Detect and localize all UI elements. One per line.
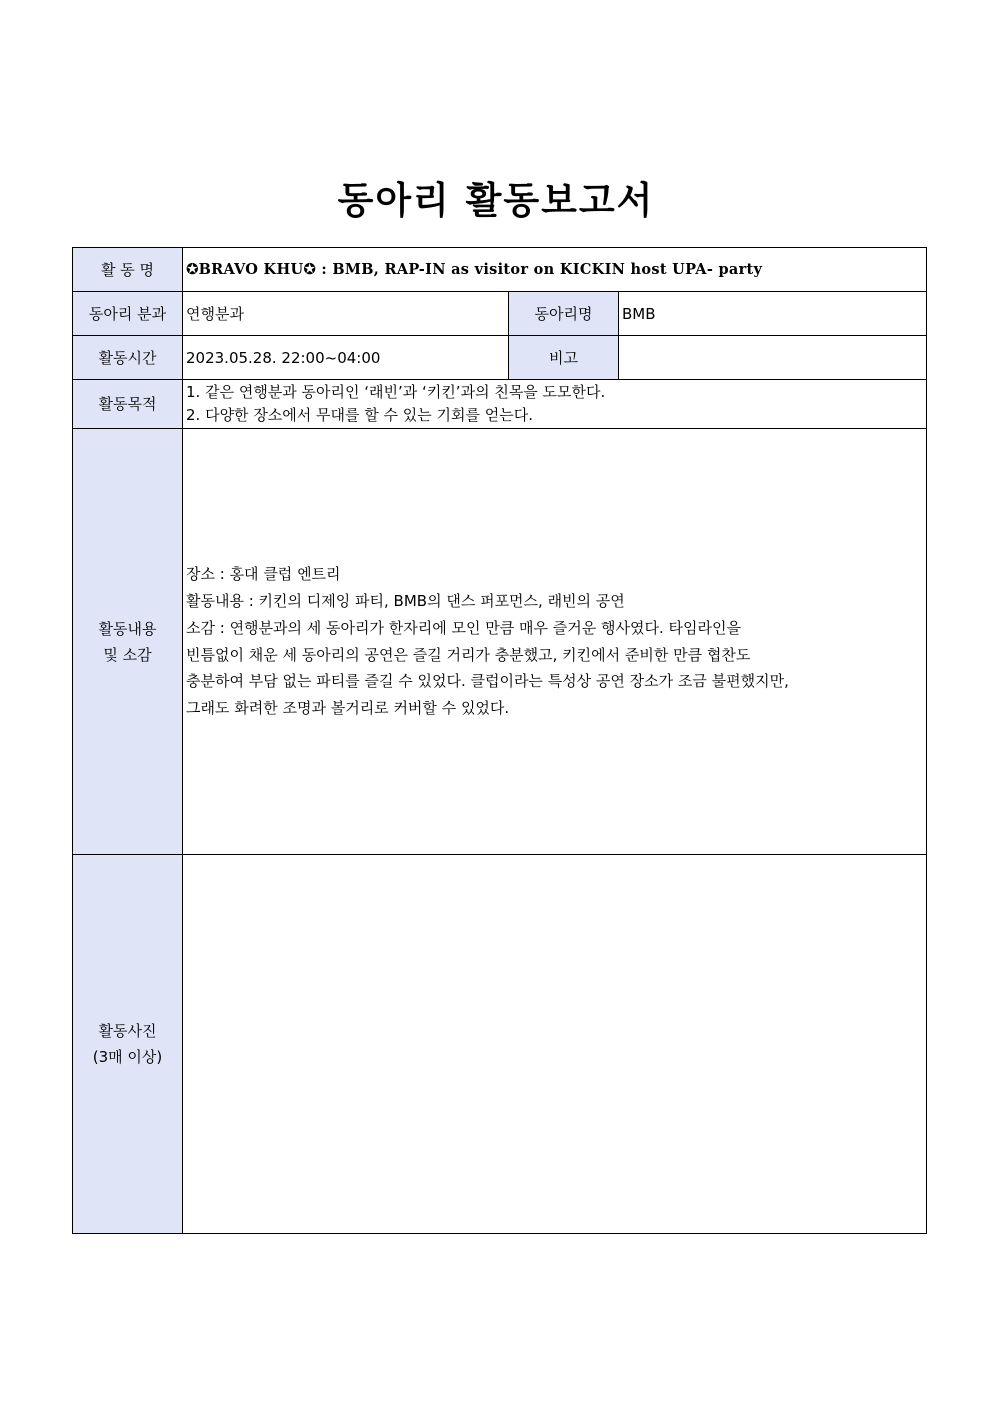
activity-time-value: 2023.05.28. 22:00~04:00 [183,336,509,380]
club-name-label: 동아리명 [509,292,619,336]
content-line: 활동내용 : 키킨의 디제잉 파티, BMB의 댄스 퍼포먼스, 래빈의 공연 [186,591,625,610]
row-activity-time [73,336,927,380]
purpose-label: 활동목적 [73,380,183,429]
flower-icon: ✪ [303,260,316,278]
content-line: 장소 : 홍대 클럽 엔트리 [186,565,341,584]
page-title: 동아리 활동보고서 [337,179,655,222]
content-line: 충분하여 부담 없는 파티를 즐길 수 있었다. 클럽이라는 특성상 공연 장소가 조금 불편했지만, [186,672,789,691]
content-line: 소감 : 연행분과의 세 동아리가 한자리에 모인 만큼 매우 즐거운 행사였다. 타임라인을 [186,618,741,637]
purpose-line: 1. 같은 연행분과 동아리인 ‘래빈’과 ‘키킨’과의 친목을 도모한다. [186,383,606,401]
activity-name-cell [183,248,927,292]
remarks-value [619,336,927,380]
content-line: 그래도 화려한 조명과 볼거리로 커버할 수 있었다. [186,699,510,718]
purpose-line: 2. 다양한 장소에서 무대를 할 수 있는 기회를 얻는다. [186,406,534,424]
club-name-value: BMB [619,292,927,336]
photos-label [73,855,183,1234]
activity-name-label: 활 동 명 [73,248,183,292]
content-label [73,429,183,855]
content-value [183,429,927,855]
activity-name-value: BRAVO KHU [198,261,304,278]
row-photos [73,855,927,1234]
activity-name-suffix: : BMB, RAP-IN as visitor on KICKIN host UPA- party [315,261,763,278]
club-division-value: 연행분과 [183,292,509,336]
remarks-label: 비고 [509,336,619,380]
activity-report-table [72,247,927,1234]
content-label-line1: 활동내용 [98,619,157,638]
content-line: 빈틈없이 채운 세 동아리의 공연은 즐길 거리가 충분했고, 키킨에서 준비한 만큼 협찬도 [186,645,751,664]
row-club-info [73,292,927,336]
content-label-line2: 및 소감 [103,645,152,664]
row-content [73,429,927,855]
photos-area [183,855,927,1234]
row-activity-name [73,248,927,292]
club-division-label: 동아리 분과 [73,292,183,336]
activity-time-label: 활동시간 [73,336,183,380]
purpose-value [183,380,927,429]
flower-icon: ✪ [186,260,199,278]
photos-label-line2: (3매 이상) [92,1048,163,1066]
row-purpose [73,380,927,429]
photos-label-line1: 활동사진 [98,1022,157,1040]
